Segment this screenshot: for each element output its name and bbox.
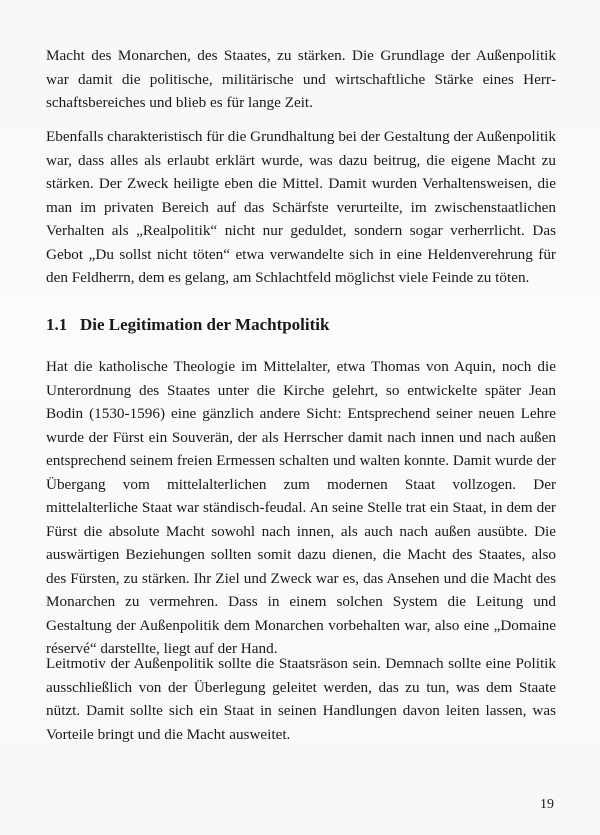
paragraph-legitimation: Hat die katholische Theologie im Mittelalter, etwa Thomas von Aquin, noch die Unterordnung des Staates unter die Kirche gelehrt, so entwickelte später Jean Bodin (1530-1596) eine gänzlich andere Sicht: Entsprechend seiner neuen Lehre wurde der Fürst ein Souverän, der als Herrscher damit nach innen und nach außen entsprechend seinem freien Ermessen schalten und walten konnte. Damit wurde der Übergang vom mittelalterlichen zum modernen Staat vollzogen. Der mittelalterliche Staat war ständisch-feudal. An seine Stelle trat ein Staat, in dem der Fürst die absolute Macht sowohl nach innen, als auch nach außen ausübte. Die auswärtigen Beziehungen sollten somit dazu dienen, die Macht des Staates, also des Fürsten, zu stärken. Ihr Ziel und Zweck war es, das Ansehen und die Macht des Monarchen zu vermehren. Dass in einem solchen System die Leitung und Gestaltung der Außenpolitik dem Monarchen vorbehalten war, also eine „Domaine réservé“ darstellte, liegt auf der Hand. bbox=[46, 358, 556, 657]
paragraph-staatsraeson: Leitmotiv der Außenpolitik sollte die Staatsräson sein. Demnach sollte eine Politik ausschließlich von der Überlegung geleitet werden, das zu tun, was dem Staate nützt. Damit sollte sich ein Staat in seinen Handlungen davon leiten lassen, was Vorteile bringt und die Macht ausweitet. bbox=[46, 655, 556, 743]
section-title: Die Legitimation der Machtpolitik bbox=[80, 315, 330, 334]
section-number: 1.1 bbox=[46, 315, 68, 334]
paragraph-realpolitik: Ebenfalls charakteristisch für die Grundhaltung bei der Gestaltung der Außenpolitik war, dass alles als erlaubt erklärt wurde, was dazu beitrug, die eigene Macht zu stärken. Der Zweck heiligte eben die Mittel. Damit wurden Verhaltensweisen, die man im privaten Bereich auf das Schärfste verurteilte, im zwischenstaatlichen Verhalten als „Realpolitik“ nicht nur geduldet, sondern sogar verherrlicht. Das Gebot „Du sollst nicht töten“ etwa verwandelte sich in eine Heldenverehrung für den Feldherrn, dem es gelang, am Schlachtfeld möglichst viele Feinde zu töten. bbox=[46, 128, 556, 286]
paragraph-continuation: Macht des Monarchen, des Staates, zu stärken. Die Grundlage der Außenpolitik war damit die politische, militärische und wirtschaftliche Stärke eines Herrschaftsbereiches und blieb es für lange Zeit. bbox=[46, 47, 556, 111]
section-heading bbox=[46, 314, 556, 336]
page-number: 19 bbox=[540, 797, 554, 812]
